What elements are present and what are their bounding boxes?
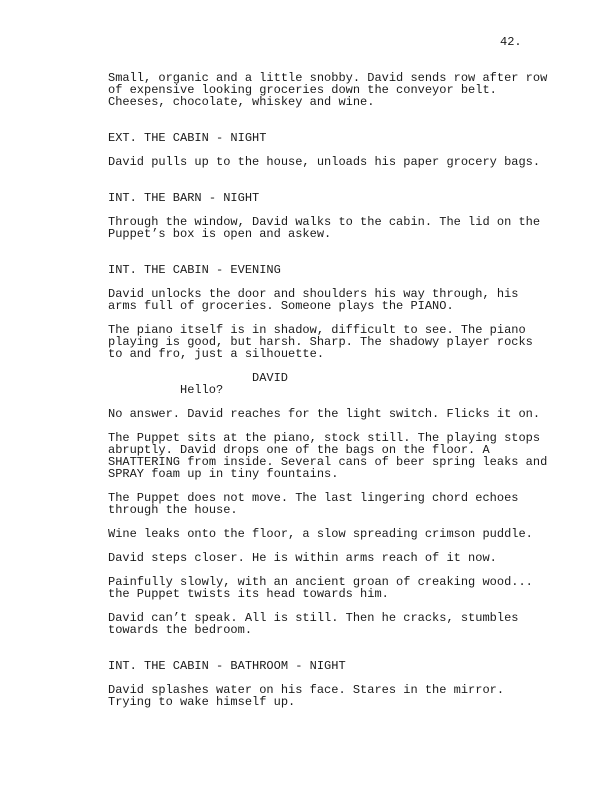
action-line: Cheeses, chocolate, whiskey and wine. bbox=[108, 95, 375, 109]
scene-heading: EXT. THE CABIN - NIGHT bbox=[108, 131, 267, 145]
action-line: Trying to wake himself up. bbox=[108, 695, 296, 709]
action-line: The Puppet does not move. The last lingering chord echoes bbox=[108, 491, 519, 505]
action-line: SPRAY foam up in tiny fountains. bbox=[108, 467, 339, 481]
action-line: David can’t speak. All is still. Then he cracks, stumbles bbox=[108, 611, 519, 625]
action-line: the Puppet twists its head towards him. bbox=[108, 587, 389, 601]
scene-heading: INT. THE CABIN - EVENING bbox=[108, 263, 281, 277]
dialogue-line: Hello? bbox=[180, 383, 224, 397]
action-line: The piano itself is in shadow, difficult to see. The piano bbox=[108, 323, 526, 337]
action-line: through the house. bbox=[108, 503, 238, 517]
scene-heading: INT. THE BARN - NIGHT bbox=[108, 191, 260, 205]
action-line: David pulls up to the house, unloads his paper grocery bags. bbox=[108, 155, 541, 169]
action-line: to and fro, just a silhouette. bbox=[108, 347, 325, 361]
scene-heading: INT. THE CABIN - BATHROOM - NIGHT bbox=[108, 659, 346, 673]
action-line: Wine leaks onto the floor, a slow spreading crimson puddle. bbox=[108, 527, 533, 541]
action-line: Puppet’s box is open and askew. bbox=[108, 227, 332, 241]
action-line: towards the bedroom. bbox=[108, 623, 253, 637]
action-line: playing is good, but harsh. Sharp. The shadowy player rocks bbox=[108, 335, 533, 349]
action-line: of expensive looking groceries down the conveyor belt. bbox=[108, 83, 497, 97]
action-line: Small, organic and a little snobby. David sends row after row bbox=[108, 71, 548, 85]
action-line: abruptly. David drops one of the bags on the floor. A bbox=[108, 443, 490, 457]
page-number: 42. bbox=[500, 35, 522, 49]
action-line: Through the window, David walks to the cabin. The lid on the bbox=[108, 215, 541, 229]
character-cue: DAVID bbox=[252, 371, 289, 385]
action-line: SHATTERING from inside. Several cans of beer spring leaks and bbox=[108, 455, 548, 469]
action-line: arms full of groceries. Someone plays the PIANO. bbox=[108, 299, 454, 313]
action-line: The Puppet sits at the piano, stock still. The playing stops bbox=[108, 431, 541, 445]
action-line: Painfully slowly, with an ancient groan of creaking wood... bbox=[108, 575, 533, 589]
action-line: David steps closer. He is within arms reach of it now. bbox=[108, 551, 497, 565]
action-line: David unlocks the door and shoulders his way through, his bbox=[108, 287, 519, 301]
action-line: No answer. David reaches for the light switch. Flicks it on. bbox=[108, 407, 541, 421]
action-line: David splashes water on his face. Stares in the mirror. bbox=[108, 683, 505, 697]
